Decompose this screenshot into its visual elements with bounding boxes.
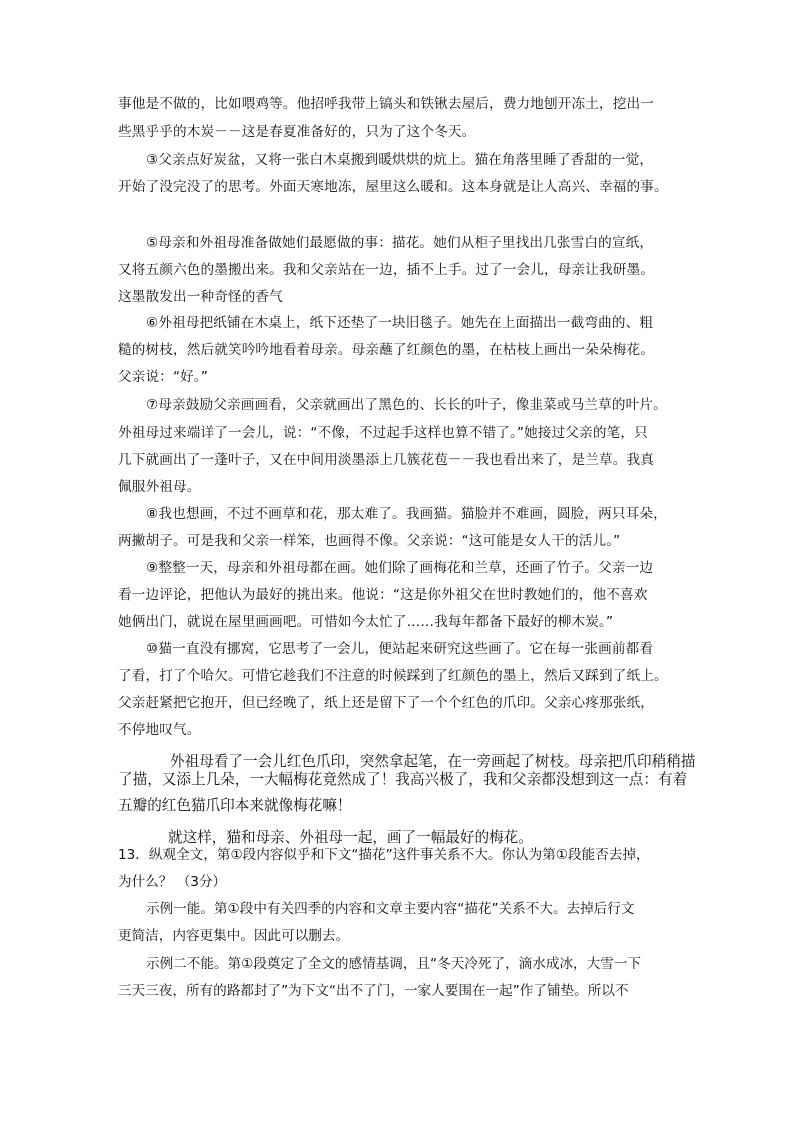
paragraph-7-line: ⑦母亲鼓励父亲画画看，父亲就画出了黑色的、长长的叶子，像韭菜或马兰草的叶片。	[146, 397, 667, 413]
overlap-line: 外祖母看了一会儿红色爪印，突然拿起笔，在一旁画起了树枝。母亲把爪印稍稍描	[170, 753, 696, 770]
paragraph-6-line: ⑥外祖母把纸铺在木桌上，纸下还垫了一块旧毯子。她先在上面描出一截弯曲的、粗	[146, 315, 654, 331]
overlap-line: 就这样，猫和母亲、外祖母一起，画了一幅最好的梅花。	[168, 829, 533, 846]
paragraph-10-line: ⑩猫一直没有挪窝，它思考了一会儿，便站起来研究这些画了。它在每一张画前都看	[146, 641, 654, 657]
text-line: 了看，打了个哈欠。可惜它趁我们不注意的时候踩到了红颜色的墨上，然后又踩到了纸上。	[118, 668, 668, 684]
text-line: 糙的树枝，然后就笑吟吟地看着母亲。母亲蘸了红颜色的墨，在枯枝上画出一朵朵梅花。	[118, 342, 655, 358]
paragraph-9-line: ⑨整整一天，母亲和外祖母都在画。她们除了画梅花和兰草，还画了竹子。父亲一边	[146, 560, 654, 576]
text-line: 这墨散发出一种奇怪的香气	[118, 289, 283, 305]
paragraph-3-line: ③父亲点好炭盆，又将一张白木桌搬到暖烘烘的炕上。猫在角落里睡了香甜的一觉，	[146, 152, 654, 168]
text-line: 父亲赶紧把它抱开，但已经晚了，纸上还是留下了一个个红色的爪印。父亲心疼那张纸，	[118, 695, 655, 711]
text-line: 些黑乎乎的木炭－－这是春夏准备好的，只为了这个冬天。	[118, 124, 476, 140]
text-line: 佩服外祖母。	[118, 479, 201, 495]
question-stem: 13．纵观全文，第①段内容似乎和下文“描花”这件事关系不大。你认为第①段能否去掉，	[118, 847, 650, 863]
answer-example-1: 更简洁，内容更集中。因此可以删去。	[118, 928, 350, 944]
question-stem: 为什么？ （3分）	[118, 874, 227, 890]
text-line: 事他是不做的，比如喂鸡等。他招呼我带上镐头和铁锹去屋后，费力地刨开冻土，挖出一	[118, 96, 655, 112]
text-line: 开始了没完没了的思考。外面天寒地冻，屋里这么暖和。这本身就是让人高兴、幸福的事。	[118, 179, 668, 195]
answer-example-1: 示例一能。第①段中有关四季的内容和文章主要内容“描花”关系不大。去掉后行文	[146, 901, 635, 917]
text-line: 两撇胡子。可是我和父亲一样笨，也画得不像。父亲说：“这可能是女人干的活儿。”	[118, 533, 621, 549]
paragraph-5-line: ⑤母亲和外祖母准备做她们最愿做的事：描花。她们从柜子里找出几张雪白的宣纸，	[146, 235, 654, 251]
overlap-line: 了描，又添上几朵，一大幅梅花竟然成了！我高兴极了，我和父亲都没想到这一点：有着	[118, 771, 688, 788]
answer-example-2: 示例二不能。第①段奠定了全文的感情基调，且“冬天冷死了，滴水成冰，大雪一下	[146, 956, 642, 972]
text-line: 她俩出门，就说在屋里画画吧。可惜如今太忙了……我每年都备下最好的柳木炭。”	[118, 614, 614, 630]
answer-example-2: 三天三夜，所有的路都封了”为下文“出不了门，一家人要围在一起”作了铺垫。所以不	[118, 983, 629, 999]
text-line: 父亲说：“好。”	[118, 369, 209, 385]
text-line: 又将五颜六色的墨搬出来。我和父亲站在一边，插不上手。过了一会儿，母亲让我研墨。	[118, 262, 655, 278]
text-line: 不停地叹气。	[118, 722, 201, 738]
text-line: 看一边评论，把他认为最好的挑出来。他说：“这是你外祖父在世时教她们的，他不喜欢	[118, 587, 648, 603]
paragraph-8-line: ⑧我也想画，不过不画草和花，那太难了。我画猫。猫脸并不难画，圆脸，两只耳朵，	[146, 506, 667, 522]
text-line: 外祖母过来端详了一会儿，说：“不像，不过起手这样也算不错了。”她接过父亲的笔，只	[118, 425, 648, 441]
text-line: 几下就画出了一蓬叶子，又在中间用淡墨添上几簇花苞－－我也看出来了，是兰草。我真	[118, 452, 655, 468]
overlap-line: 五瓣的红色猫爪印本来就像梅花嘛！	[118, 797, 352, 814]
